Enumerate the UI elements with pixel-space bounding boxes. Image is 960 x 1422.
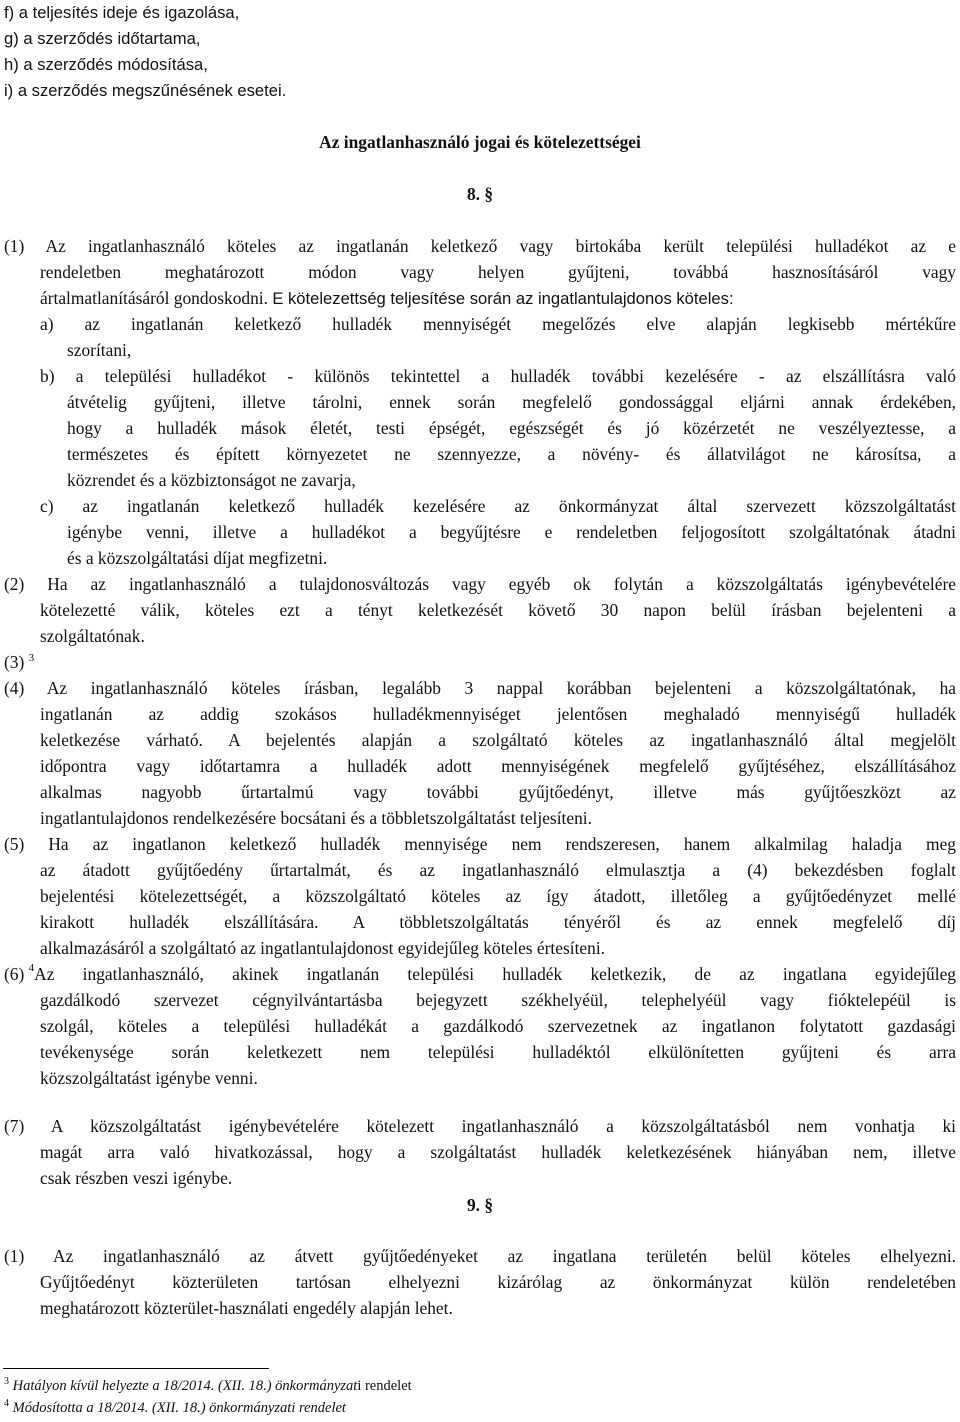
- s8-p4-line: ingatlantulajdonos rendelkezésére bocsátani és a többletszolgáltatást teljesíteni.: [40, 808, 592, 828]
- s8-p5-line: az átadott gyűjtőedény űrtartalmát, és az ingatlanhasználó elmulasztja a (4) bekezdésben foglalt: [40, 860, 956, 880]
- section-title: Az ingatlanhasználó jogai és kötelezettségei: [319, 132, 641, 152]
- s8-p1-item-a-cont: szorítani,: [67, 340, 132, 360]
- s8-p4-line: időpontra vagy időtartamra a hulladék adott mennyiségének megfelelő gyűjtéséhez, elszállításához: [40, 756, 956, 776]
- s8-p1-item-b-cont: hogy a hulladék mások életét, testi épségét, egészségét és jó közérzetét ne veszélyeztesse, a: [67, 418, 956, 438]
- s9-p1-line: Gyűjtőedényt közterületen tartósan elhelyezni kizárólag az önkormányzat külön rendeletében: [40, 1272, 956, 1292]
- s8-p2-line: kötelezetté válik, köteles ezt a tényt keletkezését követő 30 napon belül írásban bejelenteni a: [40, 600, 956, 620]
- s8-p4-line: ingatlanán az addig szokásos hulladékmennyiséget jelentősen meghaladó mennyiségű hulladék: [40, 704, 956, 724]
- s8-p2-line: szolgáltatónak.: [40, 626, 145, 646]
- s8-p6-line: szolgál, köteles a települési hulladékát a gazdálkodó szervezetnek az ingatlanon folytatott gazdasági: [40, 1016, 956, 1036]
- footnote-3: [4, 1376, 412, 1396]
- s8-p3-line: [4, 649, 34, 675]
- s8-p6-first-line: [4, 961, 956, 987]
- section-8-heading: 8. §: [466, 184, 494, 204]
- s8-p1-text: ártalmatlanításáról gondoskodni.: [40, 288, 268, 308]
- footnote-text: Módosította a 18/2014. (XII. 18.) önkormányzati rendelet: [12, 1400, 346, 1416]
- s8-p7-line: (7) A közszolgáltatást igénybevételére kötelezett ingatlanhasználó a közszolgáltatásból nem vonhatja ki: [4, 1116, 956, 1136]
- intro-item-i: i) a szerződés megszűnésének esetei.: [4, 81, 287, 100]
- footnote-text-rest: i rendelet: [357, 1378, 412, 1394]
- s8-p5-line: (5) Ha az ingatlanon keletkező hulladék mennyisége nem rendszeresen, hanem alkalmilag haladja meg: [4, 834, 956, 854]
- intro-item-g: g) a szerződés időtartama,: [4, 29, 201, 48]
- footnote-ref-3[interactable]: 3: [28, 652, 35, 665]
- s8-p6-line: gazdálkodó szervezet cégnyilvántartásba bejegyzett székhelyéül, telephelyéül vagy fióktelepéül is: [40, 990, 956, 1010]
- s8-p3-number: (3): [4, 652, 29, 672]
- s8-p7-line: magát arra való hivatkozással, hogy a szolgáltatást hulladék keletkezésének hiányában nem, illetve: [40, 1142, 956, 1162]
- s8-p1-item-b-cont: közrendet és a közbiztonságot ne zavarja,: [67, 470, 356, 490]
- s8-p5-line: bejelentési kötelezettségét, a közszolgáltató köteles az így átadott, illetőleg a gyűjtőedényzet mellé: [40, 886, 956, 906]
- footnote-number: 4: [4, 1398, 9, 1410]
- s9-p1-line: meghatározott közterület-használati engedély alapján lehet.: [40, 1298, 453, 1318]
- intro-item-f: f) a teljesítés ideje és igazolása,: [4, 3, 240, 22]
- s8-p1-item-c-cont: igénybe venni, illetve a hulladékot a begyűjtésre e rendeletben feljogosított szolgáltatónak átadni: [67, 522, 956, 542]
- section-9-heading: 9. §: [466, 1195, 494, 1215]
- intro-item-h: h) a szerződés módosítása,: [4, 55, 208, 74]
- s8-p1-obligation: E kötelezettség teljesítése során az ingatlantulajdonos köteles:: [272, 289, 734, 308]
- s8-p1-line: (1) Az ingatlanhasználó köteles az ingatlanán keletkező vagy birtokába került települési hulladékot az e: [4, 236, 956, 256]
- s8-p1-item-b-cont: természetes és épített környezetet ne szennyezze, a növény- és állatvilágot ne károsítsa, a: [67, 444, 956, 464]
- s8-p6-text: Az ingatlanhasználó, akinek ingatlanán települési hulladék keletkezik, de az ingatlana egyidejűleg: [34, 964, 956, 984]
- footnote-ref-4[interactable]: 4: [28, 962, 35, 974]
- s8-p1-item-c: c) az ingatlanán keletkező hulladék kezelésére az önkormányzat által szervezett közszolgáltatást: [40, 496, 956, 516]
- s8-p1-item-b-cont: átvételig gyűjteni, illetve tárolni, ennek során megfelelő gondossággal eljárni annak érdekében,: [67, 392, 956, 412]
- s8-p2-line: (2) Ha az ingatlanhasználó a tulajdonosváltozás vagy egyéb ok folytán a közszolgáltatás igénybevételére: [4, 574, 956, 594]
- s8-p6-line: közszolgáltatást igénybe venni.: [40, 1068, 258, 1088]
- s8-p4-line: (4) Az ingatlanhasználó köteles írásban, legalább 3 nappal korábban bejelenteni a közszolgáltatónak, ha: [4, 678, 956, 698]
- s8-p1-item-a: a) az ingatlanán keletkező hulladék mennyiségét megelőzés elve alapján legkisebb mértékűre: [40, 314, 956, 334]
- footnote-text: Hatályon kívül helyezte a 18/2014. (XII. 18.) önkormányzat: [12, 1378, 358, 1394]
- footnote-4: [4, 1398, 346, 1418]
- s8-p1-item-b: b) a települési hulladékot - különös tekintettel a hulladék további kezelésére - az elszállításra való: [40, 366, 956, 386]
- s8-p5-line: kirakott hulladék elszállítására. A többletszolgáltatás tényéről és az ennek megfelelő díj: [40, 912, 956, 932]
- footnote-number: 3: [4, 1376, 9, 1388]
- s8-p6-number: (6): [4, 964, 29, 984]
- s8-p1-item-c-cont: és a közszolgáltatási díjat megfizetni.: [67, 548, 328, 568]
- s8-p4-line: keletkezése várható. A bejelentés alapján a szolgáltató köteles az ingatlanhasználó által megjelölt: [40, 730, 956, 750]
- s8-p1-line: rendeletben meghatározott módon vagy helyen gyűjteni, továbbá hasznosításáról vagy: [40, 262, 956, 282]
- s9-p1-line: (1) Az ingatlanhasználó az átvett gyűjtőedényeket az ingatlana területén belül köteles elhelyezni.: [4, 1246, 956, 1266]
- s8-p7-line: csak részben veszi igénybe.: [40, 1168, 233, 1188]
- footnote-separator: [3, 1368, 269, 1369]
- s8-p6-line: tevékenysége során keletkezett nem települési hulladéktól elkülönítetten gyűjteni és arra: [40, 1042, 956, 1062]
- s8-p5-line: alkalmazásáról a szolgáltató az ingatlantulajdonost egyidejűleg köteles értesíteni.: [40, 938, 605, 958]
- s8-p1-line: [40, 285, 734, 312]
- s8-p4-line: alkalmas nagyobb űrtartalmú vagy további gyűjtőedényt, illetve más gyűjtőeszközt az: [40, 782, 956, 802]
